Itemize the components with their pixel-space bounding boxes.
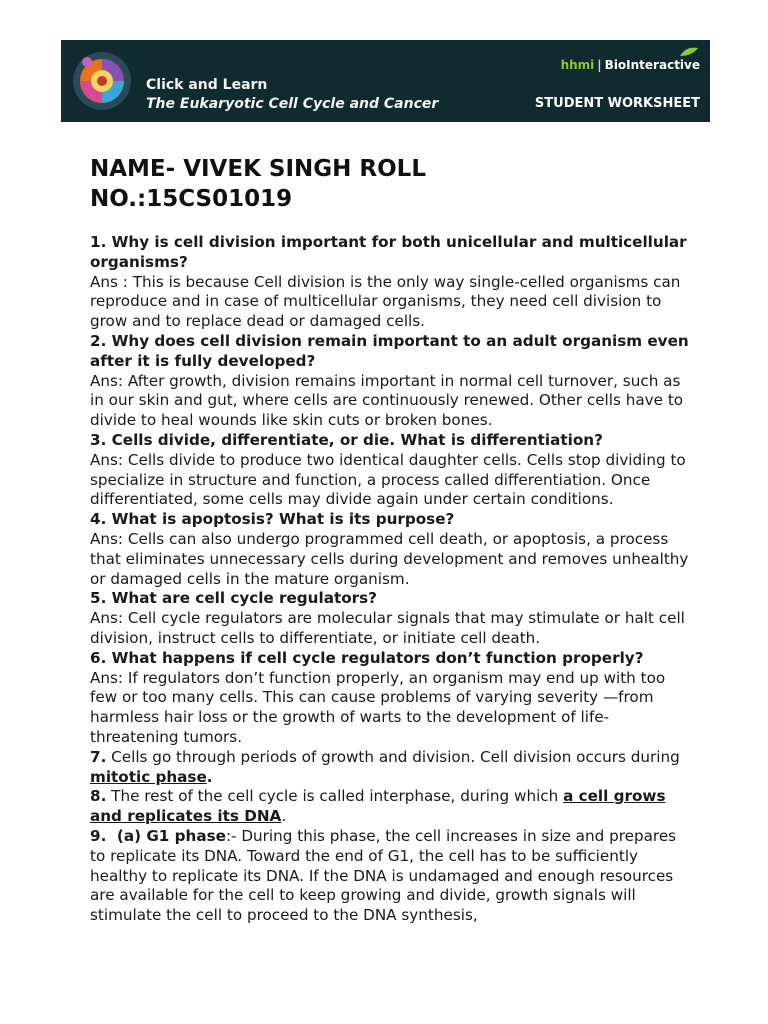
worksheet-content	[90, 233, 690, 926]
item-8-answer: a cell grows and replicates its DNA	[90, 787, 666, 826]
item-7	[90, 748, 690, 788]
item-9	[90, 827, 690, 926]
item-8-end: .	[281, 807, 287, 826]
answer-6: Ans: If regulators don’t function properly, an organism may end up with too few or too many cells. This can cause problems of varying severity —from harmless hair loss or the growth of warts to the development of life-threatening tumors.	[90, 668, 666, 746]
question-6: 6. What happens if cell cycle regulators don’t function properly?	[90, 648, 644, 667]
item-7-text: Cells go through periods of growth and division. Cell division occurs during	[106, 747, 680, 766]
item-8	[90, 787, 690, 827]
item-7-number: 7.	[90, 747, 107, 766]
item-9-number: 9.	[90, 826, 107, 845]
student-name-roll: NAME- VIVEK SINGH ROLL NO.:15CS01019	[90, 156, 426, 212]
worksheet-label: STUDENT WORKSHEET	[534, 96, 700, 111]
item-8-number: 8.	[90, 787, 107, 806]
question-5: 5. What are cell cycle regulators?	[90, 589, 377, 608]
cell-cycle-logo-icon	[71, 50, 133, 112]
item-8-text: The rest of the cell cycle is called interphase, during which	[106, 787, 564, 806]
item-7-answer: mitotic phase	[90, 767, 207, 786]
answer-4: Ans: Cells can also undergo programmed cell death, or apoptosis, a process that eliminates unnecessary cells during development and removes unhealthy or damaged cells in the mature organism.	[90, 529, 689, 588]
question-3: 3. Cells divide, differentiate, or die. What is differentiation?	[90, 430, 603, 449]
item-9-text: :- During this phase, the cell increases in size and prepares to replicate its DNA. Toward the end of G1, the cell has to be sufficiently healthy to replicate its DNA. If the DNA is undamaged and enough resources are available for the cell to keep growing and divide, growth signals will stimulate the cell to proceed to the DNA synthesis,	[90, 826, 681, 925]
leaf-icon	[678, 46, 700, 58]
question-1: 1. Why is cell division important for both unicellular and multicellular organisms?	[90, 233, 687, 271]
brand-logo-text	[561, 58, 700, 72]
brand-hhmi: hhmi	[560, 58, 595, 72]
question-4: 4. What is apoptosis? What is its purpose?	[90, 510, 455, 529]
answer-1: Ans : This is because Cell division is the only way single-celled organisms can reproduce and in case of multicellular organisms, they need cell division to grow and to replace dead or damaged cells.	[90, 272, 681, 331]
banner-title: The Eukaryotic Cell Cycle and Cancer	[146, 96, 439, 112]
brand-biointeractive: BioInteractive	[604, 58, 700, 72]
answer-3: Ans: Cells divide to produce two identical daughter cells. Cells stop dividing to specialize in structure and function, a process called differentiation. Once differentiated, some cells may divide again under certain conditions.	[90, 450, 686, 509]
answer-5: Ans: Cell cycle regulators are molecular signals that may stimulate or halt cell division, instruct cells to differentiate, or initiate cell death.	[90, 609, 685, 647]
worksheet-banner	[61, 40, 710, 122]
item-7-end: .	[206, 767, 213, 786]
answer-2: Ans: After growth, division remains important in normal cell turnover, such as in our skin and gut, where cells are continuously renewed. Other cells have to divide to heal wounds like skin cuts or broken bones.	[90, 371, 684, 430]
question-2: 2. Why does cell division remain important to an adult organism even after it is fully developed?	[90, 331, 689, 370]
banner-subtitle: Click and Learn	[146, 77, 268, 93]
item-9-label: (a) G1 phase	[106, 826, 226, 845]
brand-separator: |	[597, 58, 602, 72]
